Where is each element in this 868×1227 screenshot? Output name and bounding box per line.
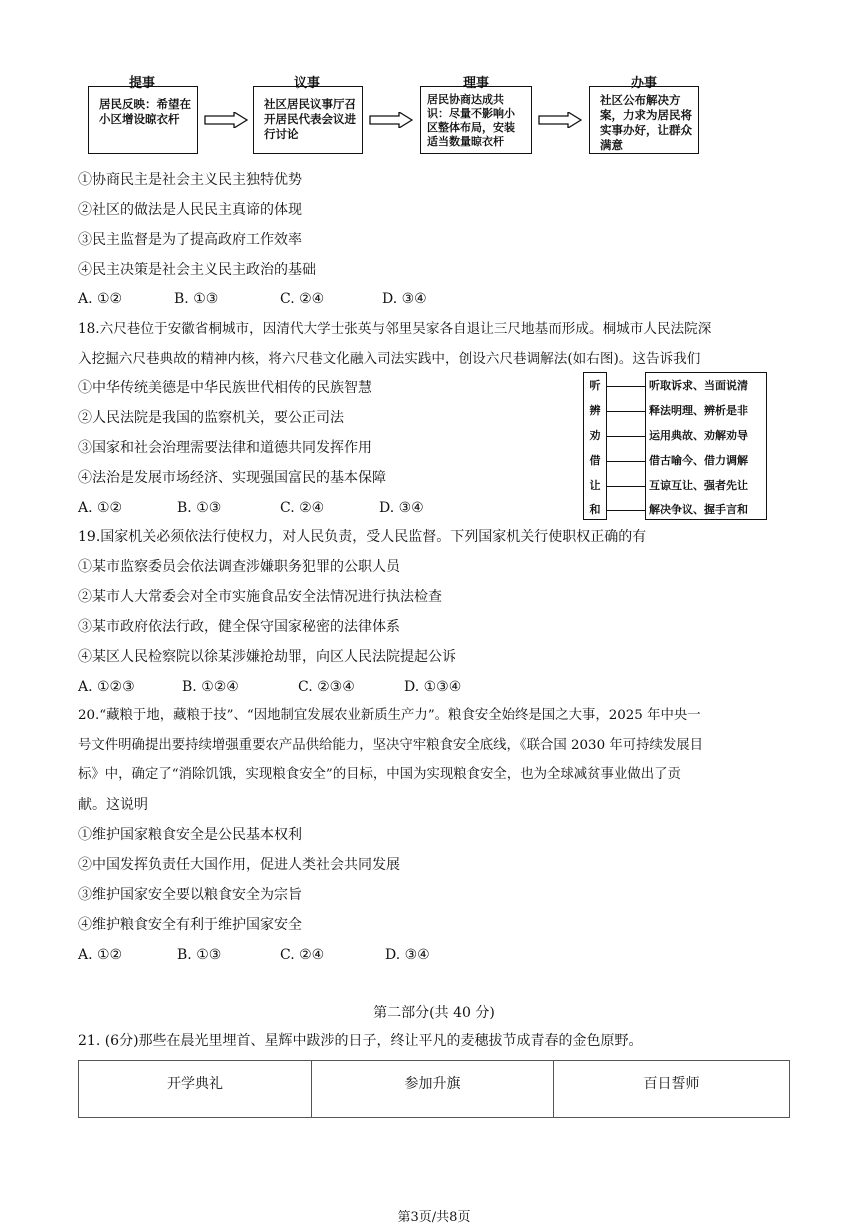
diagram-right-frame	[645, 372, 767, 520]
q19-option: ④某区人民检察院以徐某涉嫌抢劫罪，向区人民法院提起公诉	[78, 649, 456, 665]
q19-stem: 19.国家机关必须依法行使权力，对人民负责，受人民监督。下列国家机关行使职权正确的有	[78, 529, 647, 545]
arrow-right-icon	[538, 112, 582, 128]
q20-option: ①维护国家粮食安全是公民基本权利	[78, 827, 302, 843]
q18-option: ①中华传统美德是中华民族世代相传的民族智慧	[78, 380, 372, 396]
q20-stem: 标》中，确定了“消除饥饿，实现粮食安全”的目标，中国为实现粮食安全，也为全球减贫事业做出了贡	[78, 767, 681, 782]
q17-choice-b: B. ①③	[174, 291, 219, 307]
flow-step-box: 居民反映：希望在小区增设晾衣杆	[88, 86, 198, 154]
diagram-char: 劝	[589, 429, 601, 442]
diagram-char: 听	[589, 379, 601, 392]
diagram-connector	[607, 486, 645, 487]
q19-option: ②某市人大常委会对全市实施食品安全法情况进行执法检查	[78, 589, 442, 605]
diagram-connector	[607, 411, 645, 412]
diagram-connector	[607, 510, 645, 511]
flow-step-label: 提事	[128, 76, 155, 91]
q19-choice-c: C. ②③④	[298, 679, 355, 695]
diagram-text: 互谅互让、强者先让	[649, 479, 748, 492]
activity-table	[78, 1060, 790, 1118]
q20-option: ②中国发挥负责任大国作用，促进人类社会共同发展	[78, 857, 400, 873]
diagram-connector	[607, 461, 645, 462]
q20-choice-a: A. ①②	[78, 947, 123, 963]
q20-option: ③维护国家安全要以粮食安全为宗旨	[78, 887, 302, 903]
q18-choice-d: D. ③④	[379, 500, 424, 516]
diagram-text: 解决争议、握手言和	[649, 503, 748, 516]
q18-option: ③国家和社会治理需要法律和道德共同发挥作用	[78, 440, 372, 456]
arrow-right-icon	[369, 112, 413, 128]
q20-stem: 献。这说明	[78, 797, 148, 813]
q17-option: ①协商民主是社会主义民主独特优势	[78, 172, 302, 188]
q20-choice-d: D. ③④	[385, 947, 430, 963]
q19-option: ③某市政府依法行政，健全保守国家秘密的法律体系	[78, 619, 400, 635]
page-number: 第3页/共8页	[397, 1210, 471, 1225]
q18-stem: 18.六尺巷位于安徽省桐城市，因清代大学士张英与邻里吴家各自退让三尺地基而形成。桐城市人民法院深	[78, 321, 712, 337]
diagram-text: 借古喻今、借力调解	[649, 454, 748, 467]
q19-choice-b: B. ①②④	[182, 679, 239, 695]
q19-option: ①某市监察委员会依法调查涉嫌职务犯罪的公职人员	[78, 559, 400, 575]
q20-stem: 号文件明确提出要持续增强重要农产品供给能力，坚决守牢粮食安全底线，《联合国 2030 年可持续发展目	[78, 738, 704, 753]
diagram-left-frame	[583, 372, 607, 520]
flow-step-box: 居民协商达成共识：尽量不影响小区整体布局，安装适当数量晾衣杆	[420, 86, 532, 154]
q18-choice-b: B. ①③	[177, 500, 222, 516]
diagram-text: 运用典故、劝解劝导	[649, 429, 748, 442]
section-title: 第二部分(共 40 分)	[373, 1005, 495, 1021]
diagram-connector	[607, 436, 645, 437]
q19-choice-a: A. ①②③	[78, 679, 135, 695]
diagram-char: 和	[589, 503, 601, 516]
q18-stem: 入挖掘六尺巷典故的精神内核，将六尺巷文化融入司法实践中，创设六尺巷调解法(如右图)。这告诉我们	[78, 351, 701, 367]
diagram-text: 释法明理、辨析是非	[649, 404, 748, 417]
q20-stem: 20.“藏粮于地，藏粮于技”、“因地制宜发展农业新质生产力”。粮食安全始终是国之大事，2025 年中央一	[78, 708, 701, 723]
q17-option: ②社区的做法是人民民主真谛的体现	[78, 202, 302, 218]
diagram-text: 听取诉求、当面说清	[649, 379, 748, 392]
q17-option: ④民主决策是社会主义民主政治的基础	[78, 262, 316, 278]
flow-step-label: 议事	[293, 76, 320, 91]
table-row	[79, 1061, 790, 1118]
table-cell: 开学典礼	[79, 1061, 312, 1118]
q18-option: ④法治是发展市场经济、实现强国富民的基本保障	[78, 470, 386, 486]
q19-choice-d: D. ①③④	[404, 679, 462, 695]
diagram-char: 辨	[589, 404, 601, 417]
q18-choice-a: A. ①②	[78, 500, 123, 516]
q17-option: ③民主监督是为了提高政府工作效率	[78, 232, 302, 248]
q21-stem: 21. (6分)那些在晨光里埋首、星辉中跋涉的日子，终让平凡的麦穗拔节成青春的金色原野。	[78, 1033, 643, 1049]
diagram-char: 借	[589, 454, 601, 467]
arrow-right-icon	[204, 112, 248, 128]
q20-choice-b: B. ①③	[177, 947, 222, 963]
flow-step-box: 社区公布解决方案，力求为居民将实事办好，让群众满意	[589, 86, 699, 154]
q20-option: ④维护粮食安全有利于维护国家安全	[78, 917, 302, 933]
q17-choice-d: D. ③④	[382, 291, 427, 307]
flow-step-label: 办事	[630, 76, 657, 91]
table-cell: 参加升旗	[312, 1061, 554, 1118]
diagram-connector	[607, 386, 645, 387]
q18-option: ②人民法院是我国的监察机关，要公正司法	[78, 410, 344, 426]
table-cell: 百日誓师	[554, 1061, 790, 1118]
diagram-char: 让	[589, 479, 601, 492]
flow-step-box: 社区居民议事厅召开居民代表会议进行讨论	[253, 86, 363, 154]
q20-choice-c: C. ②④	[280, 947, 325, 963]
q17-choice-a: A. ①②	[78, 291, 123, 307]
q17-choice-c: C. ②④	[280, 291, 325, 307]
q18-choice-c: C. ②④	[280, 500, 325, 516]
flow-step-label: 理事	[462, 76, 489, 91]
